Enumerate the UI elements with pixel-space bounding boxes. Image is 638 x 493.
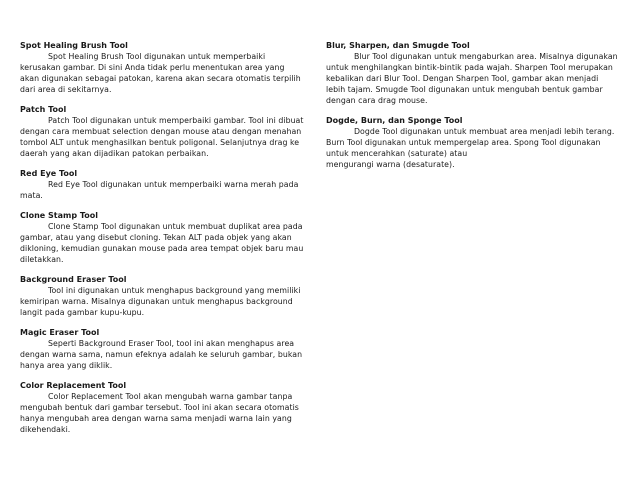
section-title: Color Replacement Tool [20, 381, 127, 390]
section-title: Background Eraser Tool [20, 275, 127, 284]
section-clone-stamp-tool [20, 211, 305, 265]
section-body: Red Eye Tool digunakan untuk memperbaiki warna merah pada mata. [20, 180, 299, 200]
section-body: Color Replacement Tool akan mengubah warna gambar tanpa mengubah bentuk dari gambar tersebut. Tool ini akan secara otomatis hanya mengubah area dengan warna sama menjadi warna lain yang dikehendaki. [20, 392, 299, 434]
section-magic-eraser-tool [20, 328, 305, 371]
section-body: Tool ini digunakan untuk menghapus background yang memiliki kemiripan warna. Misalnya digunakan untuk menghapus background langit pada gambar kupu-kupu. [20, 286, 301, 317]
right-column [326, 41, 620, 180]
section-body: Dogde Tool digunakan untuk membuat area menjadi lebih terang. Burn Tool digunakan untuk mempergelap area. Spong Tool digunakan untuk mencerahkan (saturate) atau mengurangi warna (desaturate). [326, 127, 615, 169]
section-title: Red Eye Tool [20, 169, 78, 178]
section-body: Clone Stamp Tool digunakan untuk membuat duplikat area pada gambar, atau yang disebut cloning. Tekan ALT pada objek yang akan dikloning, kemudian gunakan mouse pada area tempat objek baru mau diletakkan. [20, 222, 304, 264]
section-body: Spot Healing Brush Tool digunakan untuk memperbaiki kerusakan gambar. Di sini Anda tidak perlu menentukan area yang akan digunakan sebagai patokan, karena akan secara otomatis terpilih dari area di sekitarnya. [20, 52, 301, 94]
section-dodge-burn-sponge [326, 116, 620, 170]
section-title: Spot Healing Brush Tool [20, 41, 128, 50]
section-title: Magic Eraser Tool [20, 328, 100, 337]
section-color-replacement-tool [20, 381, 305, 435]
left-column [20, 41, 305, 445]
section-patch-tool [20, 105, 305, 159]
section-red-eye-tool [20, 169, 305, 201]
section-body: Blur Tool digunakan untuk mengaburkan area. Misalnya digunakan untuk menghilangkan bintik-bintik pada wajah. Sharpen Tool merupakan kebalikan dari Blur Tool. Dengan Sharpen Tool, gambar akan menjadi lebih tajam. Smugde Tool digunakan untuk mengubah bentuk gambar dengan cara drag mouse. [326, 52, 618, 105]
section-title: Dogde, Burn, dan Sponge Tool [326, 116, 463, 125]
section-body: Patch Tool digunakan untuk memperbaiki gambar. Tool ini dibuat dengan cara membuat selection dengan mouse atau dengan menahan tombol ALT untuk menghasilkan bentuk poligonal. Selanjutnya drag ke daerah yang akan dijadikan patokan perbaikan. [20, 116, 304, 158]
section-blur-sharpen-smudge [326, 41, 620, 106]
section-spot-healing-brush [20, 41, 305, 95]
section-title: Clone Stamp Tool [20, 211, 98, 220]
section-title: Blur, Sharpen, dan Smugde Tool [326, 41, 470, 50]
section-title: Patch Tool [20, 105, 67, 114]
section-background-eraser-tool [20, 275, 305, 318]
section-body: Seperti Background Eraser Tool, tool ini akan menghapus area dengan warna sama, namun efeknya adalah ke seluruh gambar, bukan hanya area yang diklik. [20, 339, 303, 370]
